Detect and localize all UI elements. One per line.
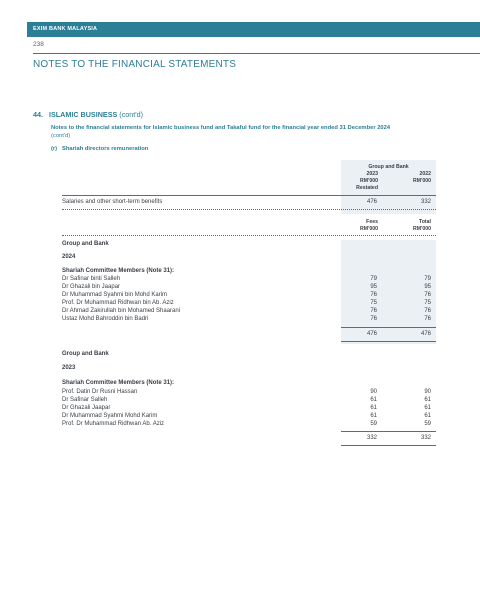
block2023-total-total: 332 <box>420 435 431 441</box>
block2023-heading: Shariah Committee Members (Note 31): <box>62 380 175 386</box>
block2024-heading: Shariah Committee Members (Note 31): <box>62 268 175 274</box>
table1-bottom-rule <box>62 209 436 210</box>
table-row-total: 95 <box>424 284 431 290</box>
table-row-total: 61 <box>424 397 431 403</box>
table1-col1-year: 2023 <box>366 171 378 177</box>
block2024-total-rule <box>341 341 436 342</box>
block2023-subtotal-rule <box>341 431 436 432</box>
header-rule <box>33 53 480 54</box>
block2023-year-label: 2023 <box>62 365 76 371</box>
table-row-name: Prof. Dr Muhammad Ridhwan bin Ab. Aziz <box>62 300 174 306</box>
subsection-name: Shariah directors remuneration <box>62 146 149 152</box>
intro-text: Notes to the financial statements for Islamic business fund and Takaful fund for the financial year ended 31 December 2024 <box>51 125 391 131</box>
table-row-fees: 79 <box>370 276 377 282</box>
section-number: 44. <box>33 110 43 119</box>
section-name: ISLAMIC BUSINESS <box>49 110 118 119</box>
table-row-total: 79 <box>424 276 431 282</box>
table-row-total: 76 <box>424 292 431 298</box>
subsection-letter: (r) <box>51 146 58 152</box>
subsection-title <box>51 146 148 152</box>
table2-col2-unit: RM'000 <box>413 226 431 232</box>
table-row-name: Prof. Dr Muhammad Ridhwan Ab. Aziz <box>62 421 165 427</box>
block2024-total-total: 476 <box>420 331 431 337</box>
block2024-total-fees: 476 <box>366 331 377 337</box>
table-row-fees: 61 <box>370 413 377 419</box>
table1-row-value-col1: 476 <box>366 199 377 205</box>
section-title <box>33 110 143 119</box>
table-row-fees: 90 <box>370 389 377 395</box>
table1-col1-note: Restated <box>356 185 378 191</box>
table-row-name: Dr Ghazali Jaapar <box>62 405 111 411</box>
table-row-fees: 76 <box>370 292 377 298</box>
page-title: NOTES TO THE FINANCIAL STATEMENTS <box>33 59 237 70</box>
table-row-total: 61 <box>424 413 431 419</box>
table-row-name: Dr Safinar Salleh <box>62 397 108 403</box>
table-row-name: Dr Muhammad Syahmi bin Mohd Karim <box>62 292 168 298</box>
table-row-total: 90 <box>424 389 431 395</box>
table-row-name: Dr Safinar binti Salleh <box>62 276 121 282</box>
table-row-fees: 76 <box>370 316 377 322</box>
table-row-total: 76 <box>424 308 431 314</box>
table1-rule <box>62 195 436 196</box>
section-intro <box>51 124 451 140</box>
table-row-total: 61 <box>424 405 431 411</box>
table-row-fees: 61 <box>370 405 377 411</box>
table1-row-label: Salaries and other short-term benefits <box>62 199 163 205</box>
table-row-total: 76 <box>424 316 431 322</box>
table2-col1-unit: RM'000 <box>360 226 378 232</box>
table1-col2-unit: RM'000 <box>413 178 431 184</box>
block2023-total-fees: 332 <box>366 435 377 441</box>
table1-col2-year: 2022 <box>419 171 431 177</box>
block2024-group-label: Group and Bank <box>62 241 109 247</box>
table-row-name: Ustaz Mohd Bahroddin bin Badri <box>62 316 149 322</box>
table-row-name: Dr Muhammad Syahmi Mohd Karim <box>62 413 158 419</box>
table1-col1-unit: RM'000 <box>360 178 378 184</box>
intro-cont: (cont'd) <box>51 133 71 139</box>
block2024-subtotal-rule <box>341 327 436 328</box>
table-row-fees: 76 <box>370 308 377 314</box>
table2-header-rule <box>62 235 436 236</box>
table2-col2-name: Total <box>418 219 431 225</box>
block2024-year-label: 2024 <box>62 254 76 260</box>
table-row-name: Dr Ghazali bin Jaapar <box>62 284 121 290</box>
block2023-total-rule <box>341 445 436 446</box>
table1-group-header: Group and Bank <box>368 164 409 170</box>
table-row-total: 59 <box>424 421 431 427</box>
section-title-suffix: (cont'd) <box>119 110 144 119</box>
table-row-fees: 59 <box>370 421 377 427</box>
table-row-name: Prof. Datin Dr Rusni Hassan <box>62 389 138 395</box>
table-row-fees: 75 <box>370 300 377 306</box>
table-row-total: 75 <box>424 300 431 306</box>
page-number: 238 <box>33 41 44 48</box>
table-row-name: Dr Ahmad Zakirullah bin Mohamed Shaarani <box>62 308 181 314</box>
table-row-fees: 61 <box>370 397 377 403</box>
report-banner: EXIM BANK MALAYSIA <box>27 22 480 37</box>
block2023-group-label: Group and Bank <box>62 351 109 357</box>
table2-col1-name: Fees <box>366 219 378 225</box>
table1-row-value-col2: 332 <box>420 199 431 205</box>
table-row-fees: 95 <box>370 284 377 290</box>
